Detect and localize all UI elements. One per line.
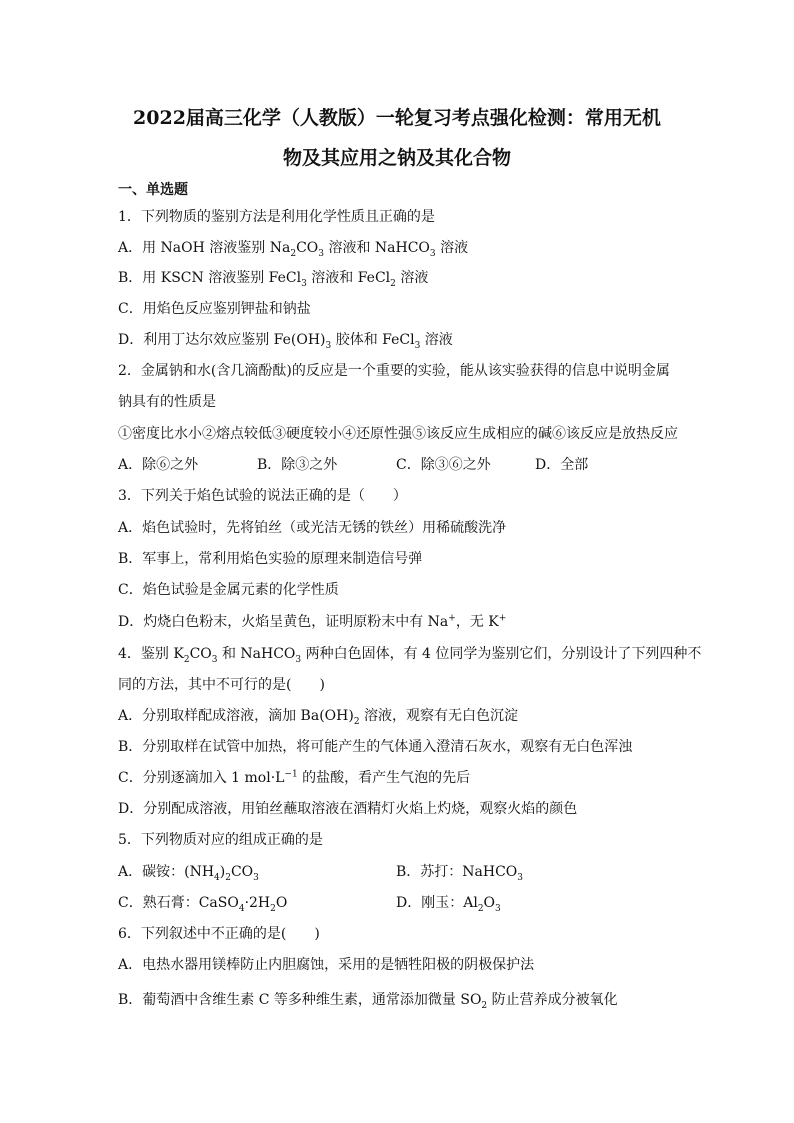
- q4-option-a: A．分别取样配成溶液，滴加 $Ba(OH)_2$ 溶液，观察有无白色沉淀: [118, 708, 518, 727]
- q1-stem: 1．下列物质的鉴别方法是利用化学性质且正确的是: [118, 209, 435, 225]
- q6-option-a: A．电热水器用镁棒防止内胆腐蚀，采用的是牺牲阳极的阴极保护法: [118, 957, 535, 973]
- q5-option-d: D．刚玉：$Al_2O_3$: [396, 895, 501, 914]
- q4-option-c: C．分别逐滴加入 1 $mol\cdot L^{-1}$ 的盐酸，看产生气泡的先后: [118, 769, 471, 786]
- q2-stem-1: 2．金属钠和水(含几滴酚酞)的反应是一个重要的实验，能从该实验获得的信息中说明金属: [118, 363, 670, 379]
- title-line-1: 2022届高三化学（人教版）一轮复习考点强化检测：常用无机: [133, 107, 661, 129]
- q3-option-a: A．焰色试验时，先将铂丝（或光洁无锈的铁丝）用稀硫酸洗净: [118, 520, 507, 536]
- q1-option-d: D．利用丁达尔效应鉴别 $Fe(OH)_3$ 胶体和 FeCl$_3$ 溶液: [118, 332, 453, 351]
- q5-stem: 5．下列物质对应的组成正确的是: [118, 832, 323, 848]
- title-line-2: 物及其应用之钠及其化合物: [282, 147, 511, 169]
- q2-option-a: A．除⑥之外: [118, 457, 199, 473]
- q6-option-b: B．葡萄酒中含维生素 C 等多种维生素，通常添加微量 $SO_2$ 防止营养成分被氧化: [118, 992, 618, 1011]
- q5-option-c: C．熟石膏：$CaSO_4\cdot 2H_2O$: [118, 895, 288, 914]
- q4-option-b: B．分别取样在试管中加热，将可能产生的气体通入澄清石灰水，观察有无白色浑浊: [118, 739, 633, 755]
- q1-option-c: C．用焰色反应鉴别钾盐和钠盐: [118, 301, 311, 317]
- q3-stem: 3．下列关于焰色试验的说法正确的是（ ）: [118, 488, 407, 504]
- q2-option-d: D．全部: [535, 457, 589, 473]
- q2-stem-2: 钠具有的性质是: [118, 394, 216, 410]
- q5-option-b: B．苏打：NaHCO$_3$: [396, 864, 524, 883]
- q3-option-b: B．军事上，常利用焰色实验的原理来制造信号弹: [118, 551, 423, 567]
- q2-stem-3: ①密度比水小②熔点较低③硬度较小④还原性强⑤该反应生成相应的碱⑥该反应是放热反应: [118, 426, 678, 442]
- q1-option-b: B．用 KSCN 溶液鉴别 FeCl$_3$ 溶液和 FeCl$_2$ 溶液: [118, 270, 429, 289]
- q4-option-d: D．分别配成溶液，用铂丝蘸取溶液在酒精灯火焰上灼烧，观察火焰的颜色: [118, 801, 578, 817]
- q1-option-a: A．用 NaOH 溶液鉴别 $Na_2CO_3$ 溶液和 NaHCO$_3$ 溶液: [118, 240, 469, 259]
- q5-option-a: A．碳铵：$(NH_4)_2CO_3$: [118, 864, 259, 883]
- q3-option-d: D．灼烧白色粉末，火焰呈黄色，证明原粉末中有 Na+，无 K+: [118, 613, 507, 630]
- q4-stem-1: 4．鉴别 $K_2CO_3$ 和 NaHCO$_3$ 两种白色固体，有 4 位同学为鉴别它们，分别设计了下列四种不: [118, 646, 702, 665]
- q4-stem-2: 同的方法，其中不可行的是( ): [118, 677, 325, 693]
- q6-stem: 6．下列叙述中不正确的是( ): [118, 926, 320, 942]
- q3-option-c: C．焰色试验是金属元素的化学性质: [118, 582, 339, 598]
- section-heading: 一、单选题: [118, 182, 188, 198]
- q2-option-b: B．除③之外: [257, 457, 338, 473]
- q2-option-c: C．除③⑥之外: [396, 457, 491, 473]
